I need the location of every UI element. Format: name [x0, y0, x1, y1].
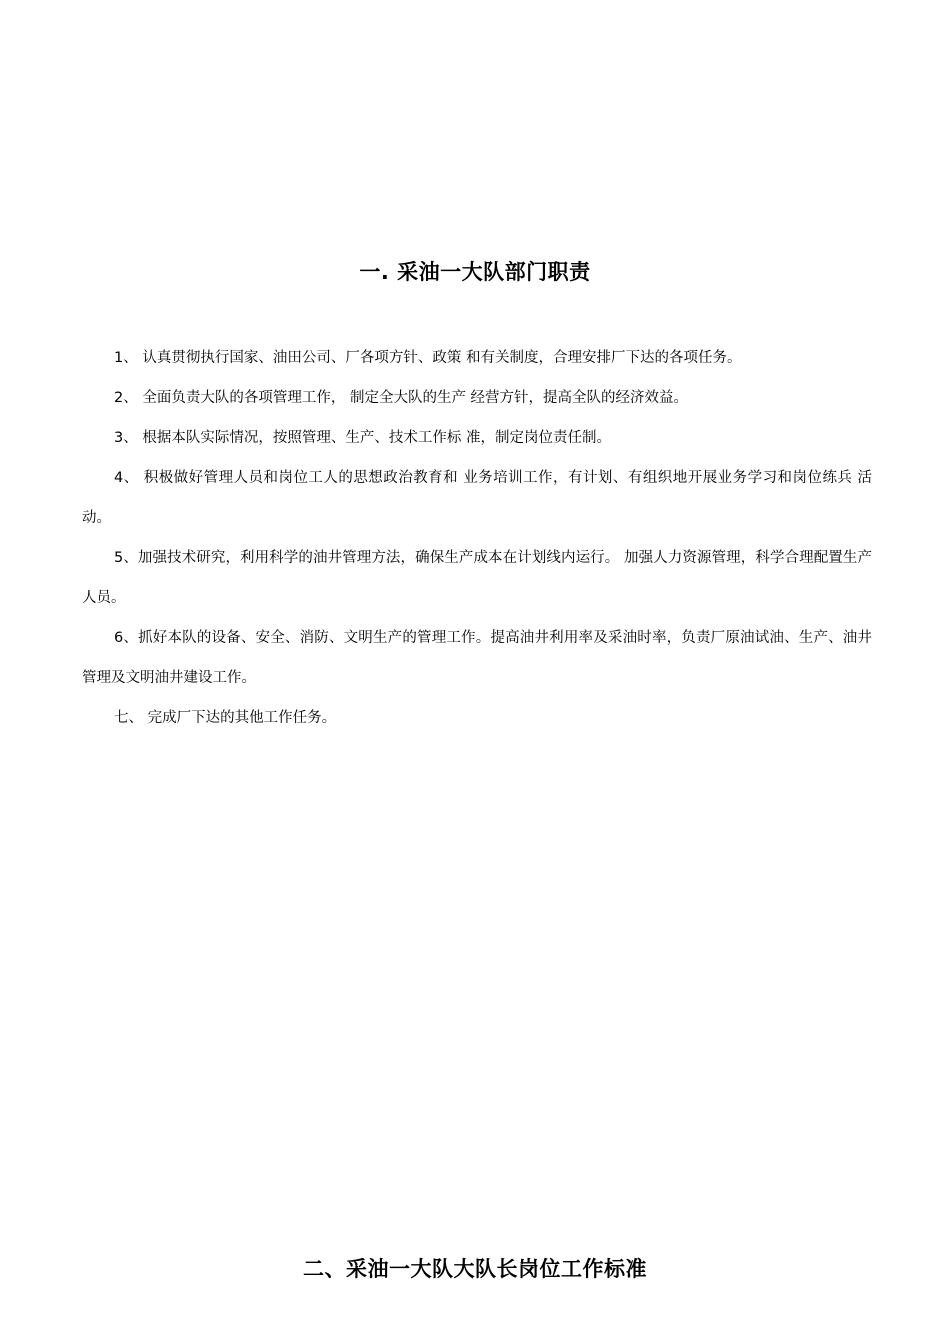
duty-item: 5、加强技术研究，利用科学的油井管理方法，确保生产成本在计划线内运行。 加强人力资源管理，科学合理配置生产人员。	[82, 550, 872, 606]
duty-item: 2、 全面负责大队的各项管理工作， 制定全大队的生产 经营方针，提高全队的经济效益。	[114, 390, 689, 406]
duty-item: 6、抓好本队的设备、安全、消防、文明生产的管理工作。提高油井利用率及采油时率，负责厂原油试油、生产、油井管理及文明油井建设工作。	[82, 630, 872, 686]
duty-item: 1、 认真贯彻执行国家、油田公司、厂各项方针、政策 和有关制度，合理安排厂下达的各项任务。	[114, 350, 742, 366]
section-title-captain-standards: 二、采油一大队大队长岗位工作标准	[303, 1257, 647, 1281]
duties-list	[82, 338, 872, 738]
section-title-department-duties: 一. 采油一大队部门职责	[359, 260, 591, 284]
duty-item: 4、 积极做好管理人员和岗位工人的思想政治教育和 业务培训工作，有计划、有组织地开展业务学习和岗位练兵 活动。	[82, 470, 872, 526]
duty-item: 3、 根据本队实际情况，按照管理、生产、技术工作标 准，制定岗位责任制。	[114, 430, 611, 446]
duty-item: 七、 完成厂下达的其他工作任务。	[114, 710, 337, 726]
